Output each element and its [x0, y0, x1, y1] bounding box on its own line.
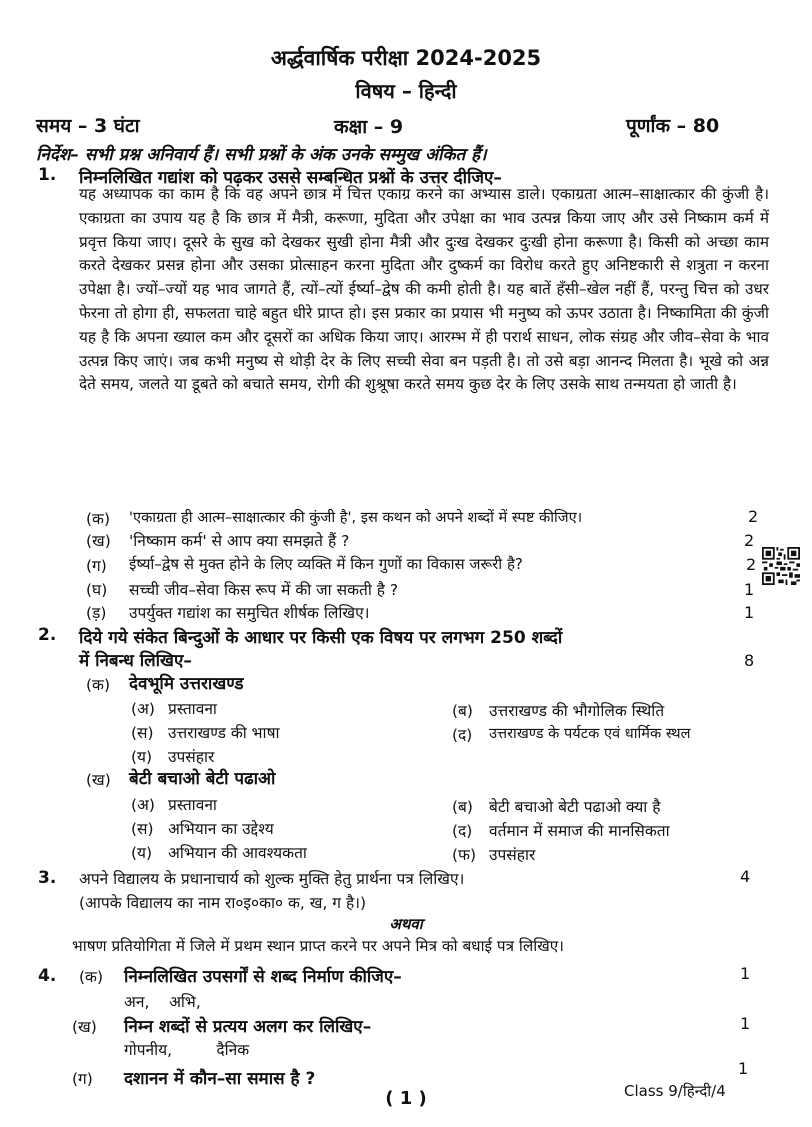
point-text: बेटी बचाओ बेटी पढाओ क्या है [489, 798, 661, 816]
q1-sub-marks: 1 [744, 580, 755, 599]
q4-b-marks: 1 [740, 1014, 751, 1033]
q1-prompt: निम्नलिखित गद्यांश को पढ़कर उससे सम्बन्धित प्रश्नों के उत्तर दीजिए– [79, 168, 502, 188]
point-text: उत्तराखण्ड की भाषा [168, 724, 280, 742]
point-text: उपसंहार [489, 846, 536, 864]
q4-b-words: गोपनीय, दैनिक [124, 1041, 250, 1059]
q2-prompt-line1: दिये गये संकेत बिन्दुओं के आधार पर किसी एक विषय पर लगभग 250 शब्दों [79, 628, 563, 648]
point-text: प्रस्तावना [168, 796, 217, 814]
point-text: उपसंहार [168, 748, 215, 766]
point-label: (द) [452, 726, 473, 744]
or-label: अथवा [389, 915, 423, 933]
q4-number: 4. [38, 966, 57, 986]
q1-sub-marks: 2 [746, 555, 757, 574]
q1-sub-label: (ग) [86, 557, 107, 575]
topic-b-label: (ख) [86, 771, 111, 789]
q2-marks: 8 [744, 651, 755, 670]
q1-sub-label: (ख) [86, 532, 111, 550]
q3-line2: (आपके विद्यालय का नाम रा०इ०का० क, ख, ग है।) [79, 894, 367, 912]
page-number: ( 1 ) [385, 1088, 427, 1109]
q1-passage: यह अध्यापक का काम है कि वह अपने छात्र में चित्त एकाग्र करने का अभ्यास डाले। एकाग्रता आत्म–साक्षात्कार की कुंजी है। एकाग्रता का उपाय यह है कि छात्र में मैत्री, करूणा, मुदिता और उपेक्षा का भाव उत्पन्न किया जाए और उसे निष्काम कर्म में प्रवृत्त किया जाए। दूसरे के सुख को देखकर सुखी होना मैत्री और दुःख देखकर दुःखी होना करूणा है। किसी को अच्छा काम करते देखकर प्रसन्न होना और उसका प्रोत्साहन करना मुदिता और दुष्कर्म का विरोध करते हुए अनिष्टकारी से शत्रुता न करना उपेक्षा है। ज्यों–ज्यों यह भाव जागते हैं, त्यों–त्यों ईर्ष्या–द्वेष की कमी होती है। यह बातें हँसी–खेल नहीं हैं, परन्तु चित्त को उधर फेरना तो होगा ही, सफलता चाहे बहुत धीरे प्राप्त हो। इस प्रकार का प्रयास भी मनुष्य को ऊपर उठाता है। निष्कामिता की कुंजी यह है कि अपना ख्याल कम और दूसरों का अधिक किया जाए। आरम्भ में ही परार्थ साधन, लोक संग्रह और जीव–सेवा के भाव उत्पन्न किए जाएं। जब कभी मनुष्य से थोड़ी देर के लिए सच्ची सेवा बन पड़ती है। तो उसे बड़ा आनन्द मिलता है। भूखे को अन्न देते समय, जलते या डूबते को बचाते समय, रोगी की शुश्रूषा करते समय कुछ देर के लिए उसके साथ तन्मयता हो जाती है। [79, 185, 769, 394]
point-text: अभियान का उद्देश्य [168, 820, 274, 838]
point-label: (अ) [131, 796, 155, 814]
q1-sub-marks: 2 [744, 531, 755, 550]
q3-number: 3. [38, 868, 57, 888]
q1-sub-label: (क) [86, 510, 110, 528]
q1-sub-text: सच्ची जीव–सेवा किस रूप में की जा सकती है ? [129, 581, 399, 599]
q2-prompt-line2: में निबन्ध लिखिए– [79, 651, 192, 671]
point-label: (स) [131, 820, 154, 838]
point-label: (ब) [452, 702, 473, 720]
q1-sub-text: 'निष्काम कर्म' से आप क्या समझते हैं ? [129, 532, 350, 550]
q2-number: 2. [38, 625, 57, 645]
point-text: अभियान की आवश्यकता [168, 844, 307, 862]
point-text: उत्तराखण्ड की भौगोलिक स्थिति [489, 702, 665, 720]
point-label: (फ) [452, 846, 477, 864]
q3-alternative: भाषण प्रतियोगिता में जिले में प्रथम स्थान प्राप्त करने पर अपने मित्र को बधाई पत्र लिखिए। [72, 937, 564, 955]
q1-sub-label: (ड़) [86, 604, 107, 622]
q4-b-text: निम्न शब्दों से प्रत्यय अलग कर लिखिए– [124, 1017, 372, 1037]
q4-a-marks: 1 [740, 964, 751, 983]
q4-c-label: (ग) [72, 1070, 93, 1088]
q4-a-label: (क) [79, 968, 103, 986]
q4-c-marks: 1 [738, 1059, 749, 1078]
instructions: निर्देश– सभी प्रश्न अनिवार्य हैं। सभी प्रश्नों के अंक उनके सम्मुख अंकित हैं। [36, 145, 487, 165]
point-text: प्रस्तावना [168, 700, 217, 718]
topic-a-title: देवभूमि उत्तराखण्ड [129, 674, 244, 694]
q4-a-words: अन, अभि, [124, 993, 201, 1011]
time-label: समय – 3 घंटा [36, 115, 140, 137]
q1-sub-marks: 2 [748, 507, 759, 526]
paper-code: Class 9/हिन्दी/4 [624, 1082, 726, 1100]
topic-b-title: बेटी बचाओ बेटी पढाओ [129, 769, 276, 789]
q1-sub-text: उपर्युक्त गद्यांश का समुचित शीर्षक लिखिए। [129, 604, 370, 622]
qr-code-icon [762, 547, 800, 585]
q1-sub-label: (घ) [86, 581, 108, 599]
point-label: (स) [131, 724, 154, 742]
q3-marks: 4 [740, 867, 751, 886]
q1-number: 1. [38, 165, 57, 185]
q4-b-label: (ख) [72, 1018, 97, 1036]
exam-title: अर्द्धवार्षिक परीक्षा 2024-2025 [270, 46, 542, 70]
q1-sub-text: ईर्ष्या–द्वेष से मुक्त होने के लिए व्यक्ति में किन गुणों का विकास जरूरी है? [129, 555, 523, 573]
q1-sub-marks: 1 [744, 603, 755, 622]
point-label: (ब) [452, 798, 473, 816]
point-text: वर्तमान में समाज की मानसिकता [489, 822, 670, 840]
max-marks-label: पूर्णांक – 80 [626, 115, 720, 137]
q4-a-text: निम्नलिखित उपसर्गों से शब्द निर्माण कीजिए– [124, 967, 402, 987]
q1-sub-text: 'एकाग्रता ही आत्म–साक्षात्कार की कुंजी है', इस कथन को अपने शब्दों में स्पष्ट कीजिए। [129, 509, 583, 526]
topic-a-label: (क) [86, 676, 110, 694]
point-label: (य) [131, 748, 153, 766]
q3-line1: अपने विद्यालय के प्रधानाचार्य को शुल्क मुक्ति हेतु प्रार्थना पत्र लिखिए। [79, 870, 465, 888]
point-text: उत्तराखण्ड के पर्यटक एवं धार्मिक स्थल [489, 725, 691, 742]
point-label: (अ) [131, 700, 155, 718]
point-label: (य) [131, 844, 153, 862]
q4-c-text: दशानन में कौन–सा समास है ? [124, 1069, 316, 1089]
subject-title: विषय – हिन्दी [355, 79, 457, 103]
point-label: (द) [452, 822, 473, 840]
class-label: कक्षा – 9 [334, 116, 404, 138]
